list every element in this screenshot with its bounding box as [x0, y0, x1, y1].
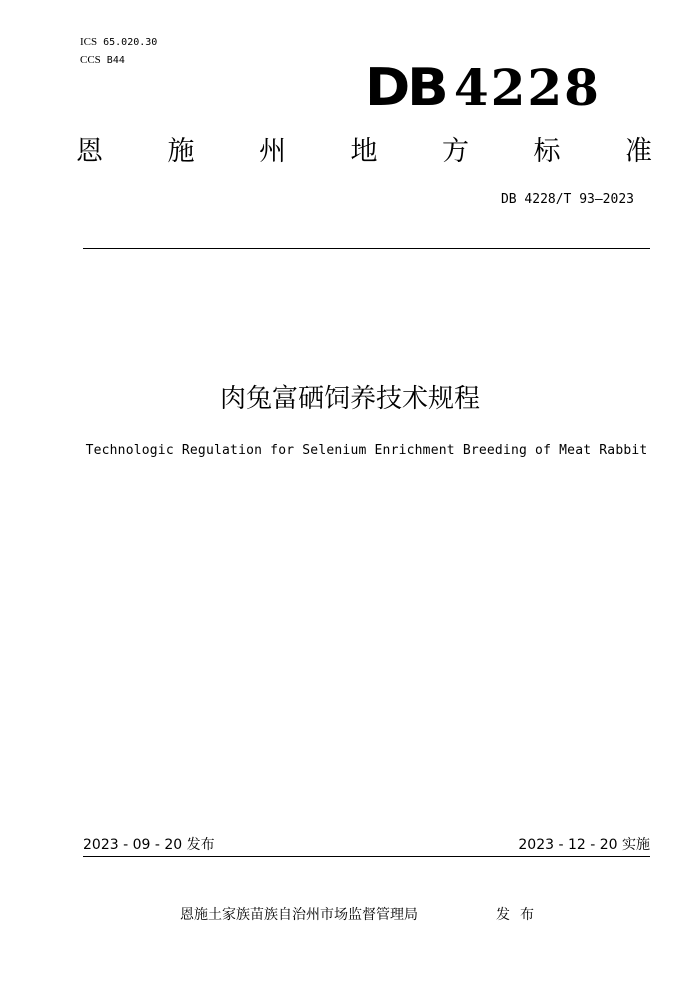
- ics-value: 65.020.30: [103, 37, 158, 48]
- db-logo-letters: DB: [365, 58, 446, 118]
- ccs-label: CCS: [80, 54, 101, 66]
- top-divider: [83, 248, 650, 249]
- implementation-date: 2023 - 12 - 20 实施: [518, 837, 650, 853]
- standard-type-char: 恩: [76, 136, 103, 167]
- db-logo: [365, 58, 601, 116]
- standard-type-char: 地: [350, 136, 378, 167]
- issuing-authority: 恩施土家族苗族自治州市场监督管理局: [180, 907, 418, 923]
- bottom-divider: [83, 856, 650, 857]
- ics-classification: [80, 35, 157, 50]
- db-logo-number: 4228: [453, 58, 601, 117]
- standard-type-char: 准: [625, 136, 652, 167]
- standard-type-heading: [76, 132, 652, 172]
- document-title-chinese: 肉兔富硒饲养技术规程: [219, 384, 480, 414]
- standard-code: DB 4228/T 93—2023: [500, 192, 634, 207]
- ccs-value: B44: [106, 55, 125, 66]
- standard-type-char: 施: [167, 136, 195, 167]
- document-title-english: Technologic Regulation for Selenium Enrichment Breeding of Meat Rabbit: [85, 443, 648, 458]
- issuing-action: 发布: [496, 907, 544, 923]
- issue-date: 2023 - 09 - 20 发布: [83, 837, 215, 853]
- standard-type-char: 标: [533, 136, 561, 167]
- standard-type-char: 州: [259, 136, 286, 167]
- ccs-classification: [80, 53, 125, 68]
- standard-type-char: 方: [442, 136, 469, 167]
- ics-label: ICS: [80, 36, 98, 48]
